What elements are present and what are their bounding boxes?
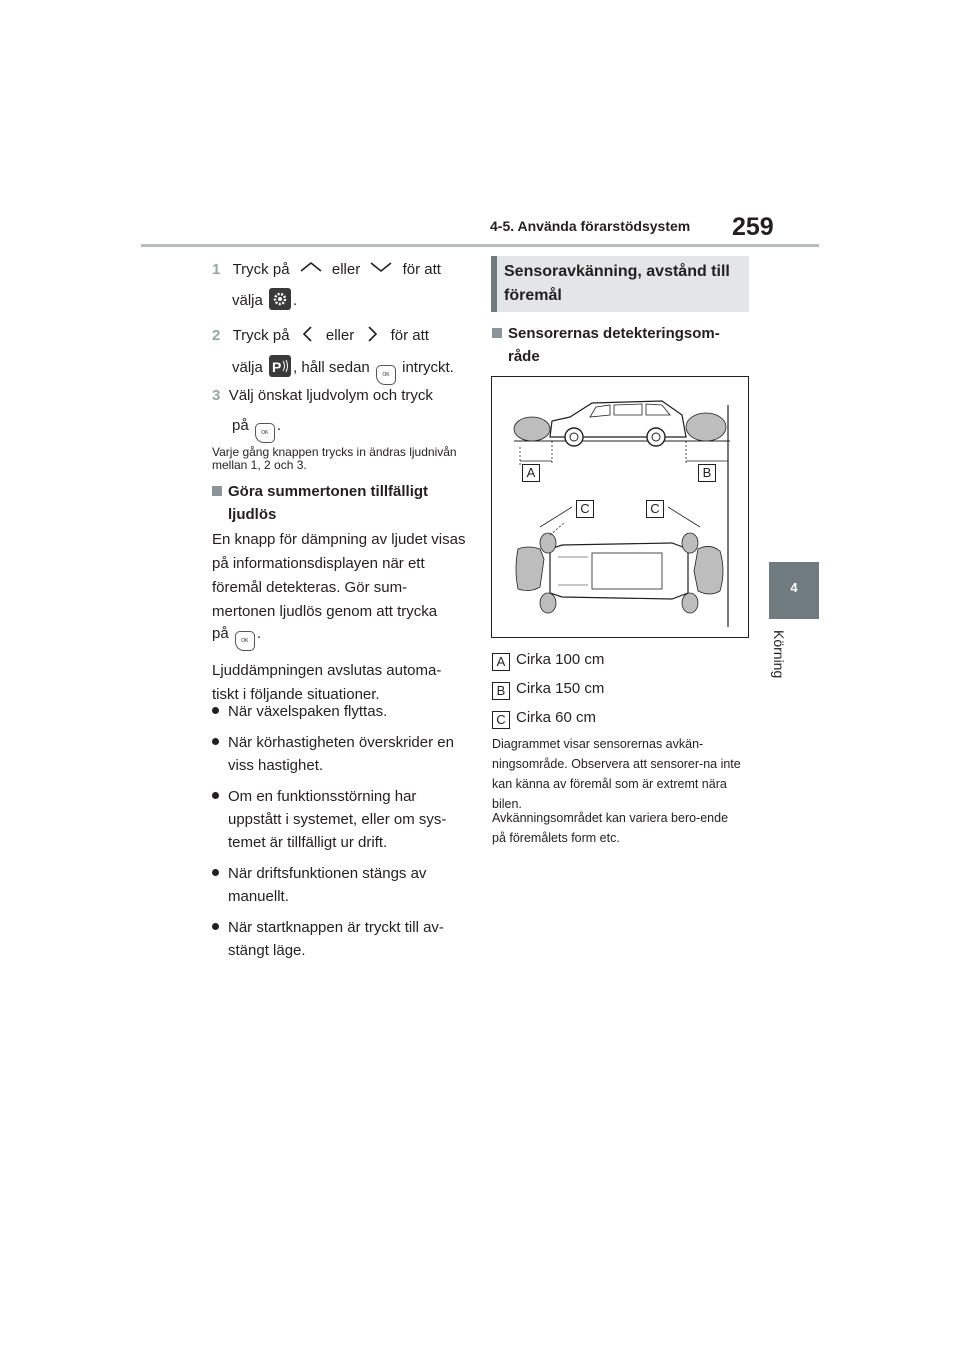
chevron-left-icon (298, 325, 318, 343)
subheading-detection: Sensorernas detekteringsom-råde (492, 322, 747, 368)
mute-paragraph: En knapp för dämpning av ljudet visas på informationsdisplayen när ett föremål detekteras. Gör sum-mertonen ljudlös genom att trycka (212, 531, 466, 620)
page-number: 259 (732, 213, 774, 241)
header-rule (141, 244, 819, 247)
chapter-label: Körning (771, 630, 787, 679)
chapter-number: 4 (790, 580, 798, 595)
parking-sensor-icon (269, 355, 291, 377)
list-item: När körhastigheten överskrider en viss hastighet. (212, 731, 468, 777)
section-heading-bar (491, 256, 497, 312)
diagram-label-c: C (646, 500, 664, 518)
section-header-title: 4-5. Använda förarstödsystem (490, 218, 691, 234)
auto-cancel-paragraph: Ljuddämpningen avslutas automa-tiskt i följande situationer. (212, 662, 442, 703)
ok-button-icon: OK (255, 423, 275, 443)
sensor-diagram (491, 376, 749, 638)
chevron-right-icon (362, 325, 382, 343)
diagram-note-1: Diagrammet visar sensorernas avkän-ningsområde. Observera att sensorer-na inte kan känna av föremål som är extremt nära bilen. (492, 737, 741, 811)
chevron-down-icon (368, 260, 394, 274)
diagram-note-2: Avkänningsområdet kan variera bero-ende på föremålets form etc. (492, 811, 729, 845)
list-item: När växelspaken flyttas. (212, 700, 468, 723)
legend-list (492, 645, 604, 732)
chevron-up-icon (298, 260, 324, 274)
list-item: När driftsfunktionen stängs av manuellt. (212, 862, 468, 908)
step-3: 3 Välj önskat ljudvolym och tryck på OK . (212, 384, 482, 443)
ok-button-icon: OK (376, 365, 396, 385)
diagram-label-a: A (522, 464, 540, 482)
svg-text:P: P (272, 359, 282, 375)
rear-sensor-zone (686, 413, 726, 441)
front-sensor-zone (514, 417, 550, 441)
list-item: Om en funktionsstörning har uppstått i systemet, eller om sys-temet är tillfälligt ur drift. (212, 785, 468, 854)
section-heading: Sensoravkänning, avstånd till föremål (504, 263, 730, 304)
legend-item: C Cirka 60 cm (492, 703, 604, 732)
diagram-label-c: C (576, 500, 594, 518)
step-2: 2 Tryck på eller för att välja P , håll sedan OK intryckt. (212, 324, 482, 385)
mute-paragraph-end: på OK . (212, 622, 261, 651)
step-1: 1 Tryck på eller för att välja . (212, 261, 441, 309)
volume-note: Varje gång knappen trycks in ändras ljudnivån mellan 1, 2 och 3. (212, 445, 457, 472)
settings-gear-icon (269, 288, 291, 310)
subheading-mute: Göra summertonen tillfälligt ljudlös (212, 480, 472, 526)
ok-button-icon: OK (235, 631, 255, 651)
diagram-label-b: B (698, 464, 716, 482)
bullet-list (212, 700, 468, 962)
list-item: När startknappen är tryckt till av-stängt läge. (212, 916, 468, 962)
legend-item: A Cirka 100 cm (492, 645, 604, 674)
legend-item: B Cirka 150 cm (492, 674, 604, 703)
